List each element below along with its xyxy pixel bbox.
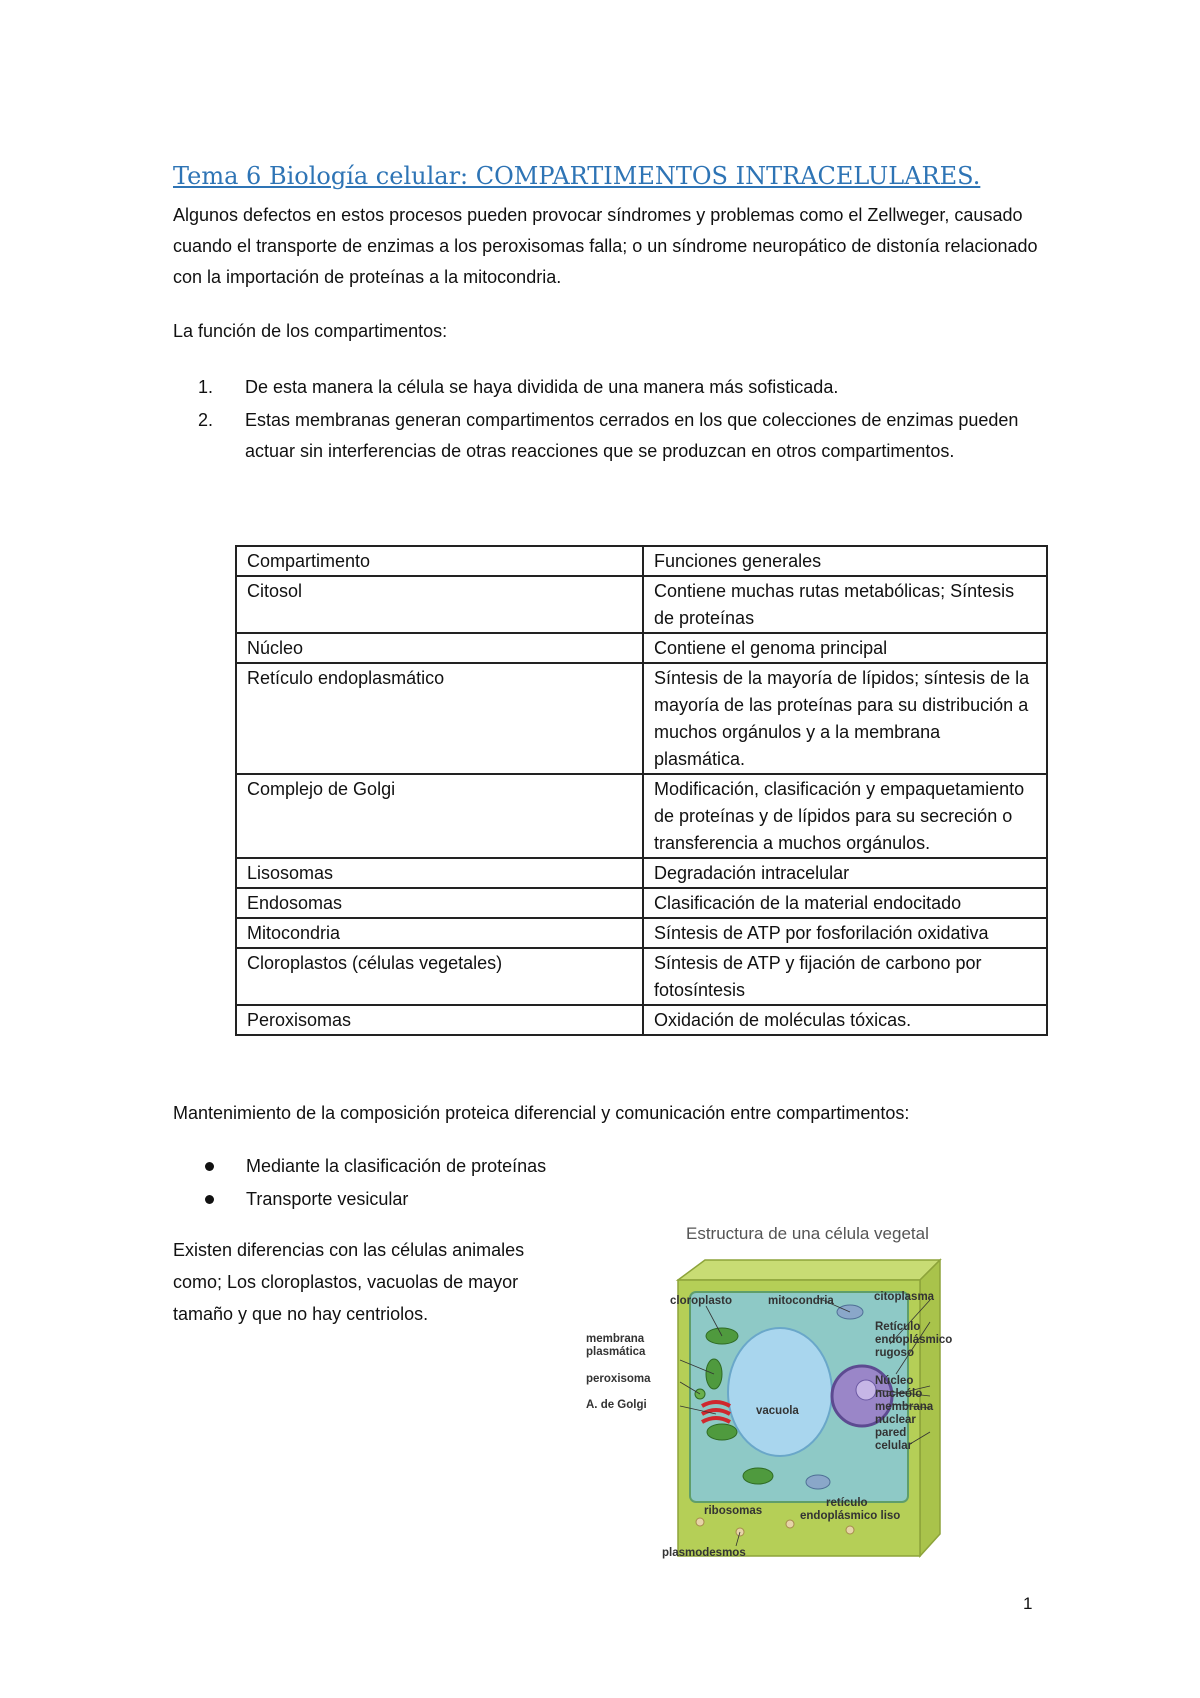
compartments-table (235, 545, 1048, 1036)
table-cell-compartment: Cloroplastos (células vegetales) (236, 948, 643, 1005)
chloroplast-icon (743, 1468, 773, 1484)
bullet-list (205, 1150, 546, 1216)
label-mitocondria: mitocondria (768, 1295, 834, 1307)
list-number: 2. (198, 410, 214, 430)
table-cell-compartment: Endosomas (236, 888, 643, 918)
table-cell-function: Síntesis de ATP por fosforilación oxidativa (643, 918, 1047, 948)
differences-paragraph: Existen diferencias con las células animales como; Los cloroplastos, vacuolas de mayor tamaño y que no hay centriolos. (173, 1240, 525, 1324)
table-cell-function: Síntesis de ATP y fijación de carbono por fotosíntesis (643, 948, 1047, 1005)
label-citoplasma: citoplasma (874, 1291, 935, 1303)
list-item (198, 405, 1038, 467)
column-header-compartment: Compartimento (236, 546, 643, 576)
label-pared: celular (875, 1440, 913, 1452)
table-cell-compartment: Citosol (236, 576, 643, 633)
label-reticulo-rugoso: Retículo (875, 1321, 921, 1333)
table-row (236, 858, 1047, 888)
table-row (236, 918, 1047, 948)
table-row (236, 576, 1047, 633)
table-row (236, 1005, 1047, 1035)
table-cell-function: Síntesis de la mayoría de lípidos; síntesis de la mayoría de las proteínas para su distribución a muchos orgánulos y a la membrana plasmática. (643, 663, 1047, 774)
table-cell-function: Clasificación de la material endocitado (643, 888, 1047, 918)
figure-title: Estructura de una célula vegetal (686, 1224, 929, 1243)
plant-cell-figure (586, 1224, 1038, 1576)
cell-wall-top (678, 1260, 940, 1280)
table-cell-function: Modificación, clasificación y empaquetamiento de proteínas y de lípidos para su secreción o transferencia a muchos orgánulos. (643, 774, 1047, 858)
list-item (205, 1150, 546, 1183)
list-item-text: Estas membranas generan compartimentos cerrados en los que colecciones de enzimas pueden actuar sin interferencias de otras reacciones que se produzcan en otros compartimentos. (245, 410, 1019, 461)
table-cell-function: Oxidación de moléculas tóxicas. (643, 1005, 1047, 1035)
column-header-functions: Funciones generales (643, 546, 1047, 576)
label-nucleo: Núcleo (875, 1375, 914, 1387)
table-cell-function: Contiene muchas rutas metabólicas; Síntesis de proteínas (643, 576, 1047, 633)
nucleolus-icon (856, 1380, 876, 1400)
table-row (236, 948, 1047, 1005)
plasmodesma-icon (696, 1518, 704, 1526)
plant-cell-diagram (586, 1224, 1038, 1576)
bullet-icon (205, 1195, 214, 1204)
maintenance-heading: Mantenimiento de la composición proteica diferencial y comunicación entre compartimentos: (173, 1103, 910, 1123)
table-row (236, 774, 1047, 858)
label-peroxisoma: peroxisoma (586, 1373, 651, 1385)
label-membrana-nuclear: nuclear (875, 1414, 916, 1426)
table-cell-compartment: Complejo de Golgi (236, 774, 643, 858)
vacuole-icon (728, 1328, 832, 1456)
plasmodesma-icon (786, 1520, 794, 1528)
table-header-row (236, 546, 1047, 576)
list-item (205, 1183, 546, 1216)
table-cell-compartment: Peroxisomas (236, 1005, 643, 1035)
plasmodesma-icon (846, 1526, 854, 1534)
table-row (236, 888, 1047, 918)
label-ribosomas: ribosomas (704, 1505, 763, 1517)
table-cell-function: Degradación intracelular (643, 858, 1047, 888)
list-item (198, 372, 1038, 403)
label-reticulo-rugoso: rugoso (875, 1347, 914, 1359)
function-label: La función de los compartimentos: (173, 321, 448, 341)
label-reticulo-liso: retículo (826, 1497, 868, 1509)
table-cell-function: Contiene el genoma principal (643, 633, 1047, 663)
chloroplast-icon (707, 1424, 737, 1440)
table-cell-compartment: Lisosomas (236, 858, 643, 888)
table-cell-compartment: Mitocondria (236, 918, 643, 948)
label-membrana-nuclear: membrana (875, 1401, 934, 1413)
numbered-list (198, 372, 1038, 469)
label-pared: pared (875, 1427, 907, 1439)
list-number: 1. (198, 377, 214, 397)
bullet-icon (205, 1162, 214, 1171)
page-number: 1 (1023, 1594, 1033, 1613)
label-cloroplasto: cloroplasto (670, 1295, 732, 1307)
table-row (236, 633, 1047, 663)
list-item-text: De esta manera la célula se haya dividida de una manera más sofisticada. (245, 377, 839, 397)
label-reticulo-liso: endoplásmico liso (800, 1510, 901, 1522)
table-cell-compartment: Núcleo (236, 633, 643, 663)
label-membrana: membrana (586, 1333, 645, 1345)
label-nucleolo: nucleólo (875, 1388, 923, 1400)
label-plasmodesmos: plasmodesmos (662, 1547, 746, 1559)
intro-paragraph: Algunos defectos en estos procesos pueden provocar síndromes y problemas como el Zellweger, causado cuando el transporte de enzimas a los peroxisomas falla; o un síndrome neuropático de distonía relacionado con la importación de proteínas a la mitocondria. (173, 205, 1038, 287)
label-reticulo-rugoso: endoplásmico (875, 1334, 953, 1346)
list-item-text: Mediante la clasificación de proteínas (246, 1156, 547, 1176)
list-item-text: Transporte vesicular (246, 1189, 409, 1209)
table-cell-compartment: Retículo endoplasmático (236, 663, 643, 774)
label-golgi: A. de Golgi (586, 1399, 647, 1411)
label-membrana: plasmática (586, 1346, 646, 1358)
mitochondrion-icon (806, 1475, 830, 1489)
label-vacuola: vacuola (756, 1405, 799, 1417)
page-title: Tema 6 Biología celular: COMPARTIMENTOS INTRACELULARES. (173, 162, 981, 190)
table-row (236, 663, 1047, 774)
